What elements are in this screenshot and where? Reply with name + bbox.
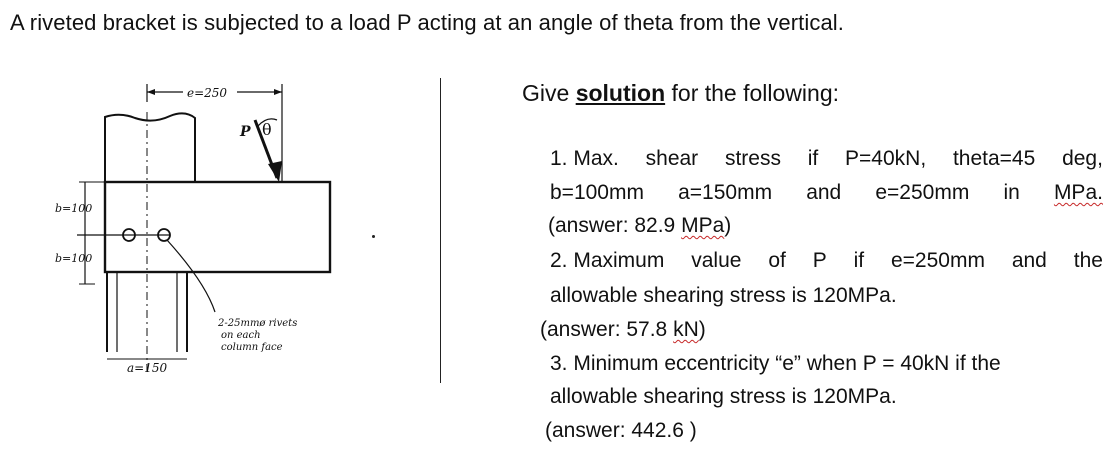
q1-word: theta=45: [952, 147, 1036, 170]
q1-word: e=250mm: [875, 181, 970, 204]
rivet-note-line-2: on each: [221, 330, 261, 341]
q2-word: and: [1011, 249, 1047, 272]
a-label: a=150: [127, 361, 168, 375]
e-arrow-right: [274, 89, 282, 95]
q1-word: a=150mm: [678, 181, 773, 204]
rivet-note-line-1: 2-25mmø rivets: [218, 318, 298, 329]
q1-answer-close: ): [724, 214, 732, 237]
e-arrow-left: [147, 89, 155, 95]
question-3-line-2: allowable shearing stress is 120MPa.: [550, 385, 897, 408]
q1-word: 1. Max.: [550, 147, 619, 170]
load-arrow-head: [268, 161, 282, 182]
heading-emphasis: solution: [575, 80, 666, 106]
question-2-line-2: allowable shearing stress is 120MPa.: [550, 284, 897, 307]
question-3-line-1: 3. Minimum eccentricity “e” when P = 40kN if the: [550, 352, 1001, 375]
q2-answer-close: ): [698, 318, 706, 341]
heading-prefix: Give: [522, 80, 570, 106]
heading-suffix: for the following:: [671, 80, 839, 106]
question-2-line-1: [550, 248, 1103, 274]
q1-word: in: [1003, 181, 1020, 204]
riveted-bracket-diagram: [55, 72, 385, 402]
section-heading: [522, 80, 839, 107]
q1-word: deg,: [1062, 147, 1103, 170]
load-label: P: [240, 124, 251, 140]
angle-label: θ: [262, 120, 272, 139]
q2-word: of: [768, 249, 786, 272]
q1-word: MPa.: [1053, 181, 1103, 204]
question-1-line-2: [550, 180, 1103, 206]
q1-word: b=100mm: [550, 181, 644, 204]
e-label: e=250: [187, 86, 228, 100]
question-2-answer: [540, 317, 706, 343]
q1-word: if: [807, 147, 819, 170]
q1-word: and: [806, 181, 842, 204]
q2-answer-text: (answer: 57.8: [540, 318, 674, 341]
q2-word: 2. Maximum: [550, 249, 665, 272]
bracket-plate: [105, 182, 330, 272]
q1-answer-unit: MPa: [681, 214, 725, 237]
q2-word: value: [691, 249, 742, 272]
bracket-upper-stub: [105, 113, 195, 182]
q2-word: e=250mm: [890, 249, 985, 272]
question-1-answer: [548, 213, 731, 239]
rivet-note-line-3: column face: [221, 342, 283, 353]
q1-answer-text: (answer: 82.9: [548, 214, 682, 237]
stray-mark: [372, 235, 375, 238]
q1-word: stress: [724, 147, 781, 170]
b-label-top: b=100: [55, 202, 93, 215]
q2-answer-unit: kN: [673, 318, 699, 341]
q2-word: P: [812, 249, 827, 272]
question-1-line-1: [550, 146, 1103, 172]
rivet-note-leader: [167, 240, 215, 312]
q2-word: the: [1073, 249, 1103, 272]
q1-word: shear: [645, 147, 699, 170]
vertical-divider: [440, 78, 441, 383]
b-label-bottom: b=100: [55, 252, 93, 265]
question-3-answer: (answer: 442.6 ): [545, 419, 697, 442]
q1-word: P=40kN,: [845, 147, 927, 170]
q2-word: if: [853, 249, 865, 272]
problem-statement: A riveted bracket is subjected to a load P acting at an angle of theta from the vertical.: [10, 10, 844, 35]
